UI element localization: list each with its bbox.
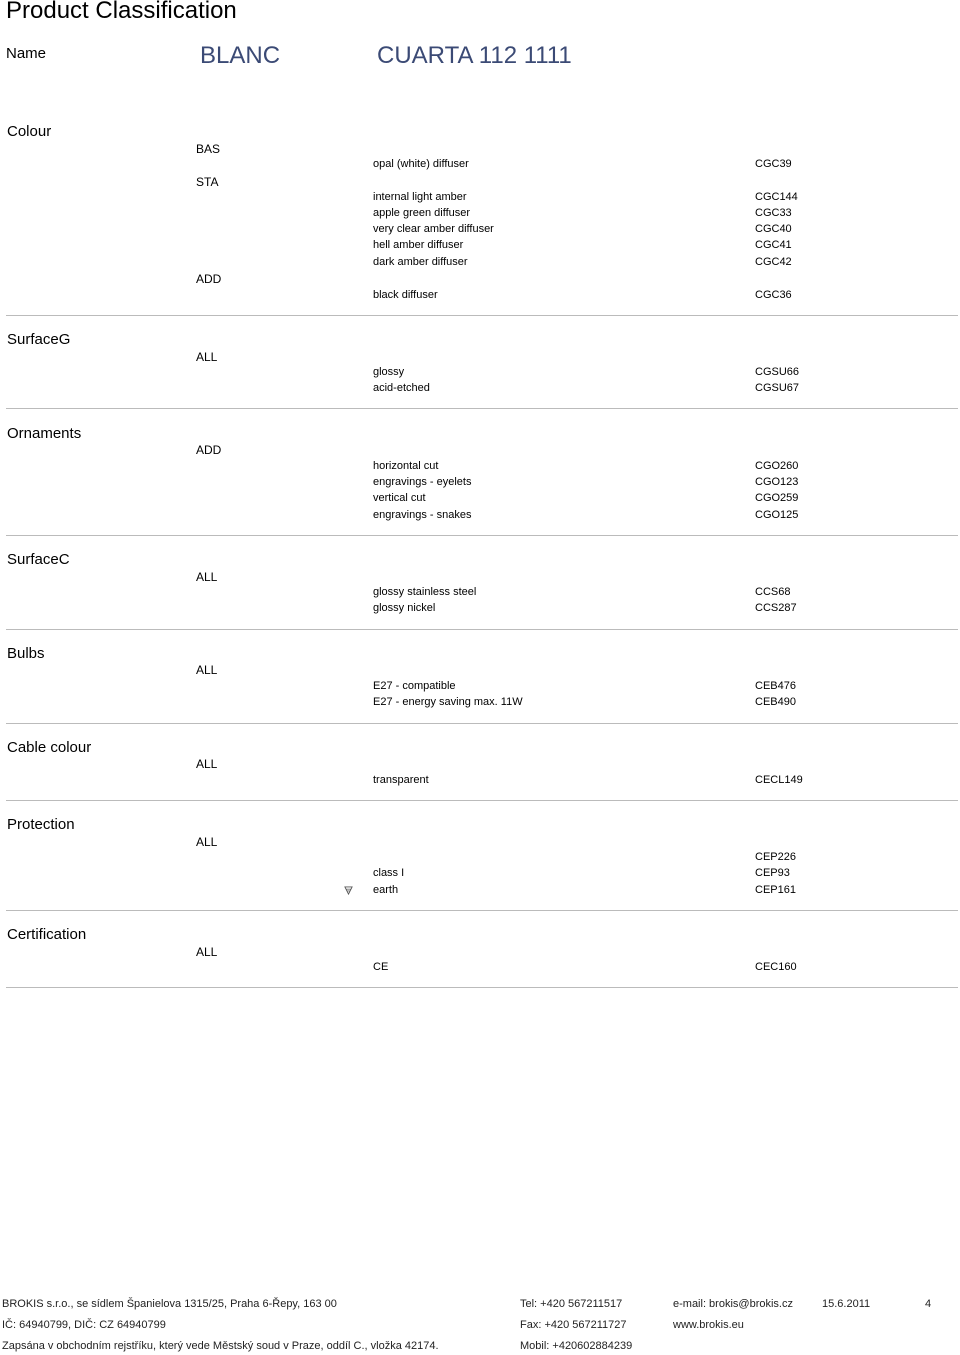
section-title-protection: Protection: [7, 816, 75, 833]
item-label: glossy: [373, 366, 405, 378]
item-code: CGSU66: [755, 366, 800, 378]
footer-fax: Fax: +420 567211727: [520, 1319, 627, 1331]
section-divider: [6, 408, 958, 409]
section-title-surfaceg: SurfaceG: [7, 331, 71, 348]
section-divider: [6, 535, 958, 536]
item-code: CEB490: [755, 696, 796, 708]
footer-page-number: 4: [925, 1298, 932, 1310]
section-title-colour: Colour: [7, 123, 52, 140]
section-title-bulbs: Bulbs: [7, 645, 45, 662]
item-label: engravings - eyelets: [373, 476, 472, 488]
section-title-cable-colour: Cable colour: [7, 739, 92, 756]
group-label: ADD: [196, 272, 222, 286]
group-label: ALL: [196, 945, 218, 959]
item-label: horizontal cut: [373, 460, 439, 472]
brand-name: BLANC: [200, 42, 281, 69]
item-code: CGO125: [755, 509, 799, 521]
item-code: CGC33: [755, 207, 792, 219]
section-title-surfacec: SurfaceC: [7, 551, 70, 568]
page-title: Product Classification: [6, 0, 237, 24]
section-divider: [6, 800, 958, 801]
name-label: Name: [6, 45, 47, 62]
item-label: vertical cut: [373, 492, 426, 504]
section-divider: [6, 315, 958, 316]
item-code: CEB476: [755, 680, 796, 692]
item-code: CGO260: [755, 460, 799, 472]
item-code: CGSU67: [755, 382, 800, 394]
item-label: internal light amber: [373, 191, 467, 203]
item-label: class I: [373, 867, 405, 879]
item-code: CEP161: [755, 884, 796, 896]
item-label: dark amber diffuser: [373, 256, 468, 268]
section-divider: [6, 910, 958, 911]
group-label: ALL: [196, 757, 218, 771]
footer-company: BROKIS s.r.o., se sídlem Španielova 1315/25, Praha 6-Řepy, 163 00: [2, 1298, 337, 1310]
item-code: CGC42: [755, 256, 792, 268]
group-label: ALL: [196, 570, 218, 584]
item-code: CCS287: [755, 602, 797, 614]
item-label: glossy stainless steel: [373, 586, 477, 598]
item-label: engravings - snakes: [373, 509, 472, 521]
footer-mobil: Mobil: +420602884239: [520, 1340, 633, 1352]
section-divider: [6, 987, 958, 988]
item-label: apple green diffuser: [373, 207, 471, 219]
item-label: black diffuser: [373, 289, 438, 301]
item-label: CE: [373, 961, 389, 973]
group-label: STA: [196, 175, 219, 189]
item-code: CECL149: [755, 774, 803, 786]
group-label: ALL: [196, 663, 218, 677]
item-label: E27 - compatible: [373, 680, 456, 692]
item-code: CGC144: [755, 191, 798, 203]
item-label: glossy nickel: [373, 602, 436, 614]
item-label: E27 - energy saving max. 11W: [373, 696, 523, 708]
item-code: CEC160: [755, 961, 797, 973]
item-code: CEP226: [755, 851, 796, 863]
item-code: CCS68: [755, 586, 791, 598]
footer-tel: Tel: +420 567211517: [520, 1298, 623, 1310]
item-label: opal (white) diffuser: [373, 158, 469, 170]
footer-date: 15.6.2011: [822, 1298, 871, 1310]
item-code: CEP93: [755, 867, 790, 879]
group-label: ALL: [196, 835, 218, 849]
footer-email[interactable]: e-mail: brokis@brokis.cz: [673, 1298, 793, 1310]
item-label: earth: [373, 884, 399, 896]
section-divider: [6, 723, 958, 724]
item-code: CGO259: [755, 492, 799, 504]
section-title-certification: Certification: [7, 926, 87, 943]
item-code: CGO123: [755, 476, 799, 488]
footer-web[interactable]: www.brokis.eu: [673, 1319, 744, 1331]
footer-register: Zapsána v obchodním rejstříku, který vede Městský soud v Praze, oddíl C., vložka 42174.: [2, 1340, 439, 1352]
item-label: hell amber diffuser: [373, 239, 464, 251]
item-label: transparent: [373, 774, 429, 786]
footer-ids: IČ: 64940799, DIČ: CZ 64940799: [2, 1319, 166, 1331]
item-label: acid-etched: [373, 382, 430, 394]
product-name: CUARTA 112 1111: [377, 42, 572, 69]
item-code: CGC41: [755, 239, 792, 251]
group-label: ADD: [196, 443, 222, 457]
group-label: BAS: [196, 142, 221, 156]
item-code: CGC39: [755, 158, 792, 170]
item-code: CGC36: [755, 289, 792, 301]
section-divider: [6, 629, 958, 630]
section-title-ornaments: Ornaments: [7, 425, 82, 442]
earth-symbol-icon: [344, 886, 353, 895]
item-label: very clear amber diffuser: [373, 223, 494, 235]
item-code: CGC40: [755, 223, 792, 235]
group-label: ALL: [196, 350, 218, 364]
